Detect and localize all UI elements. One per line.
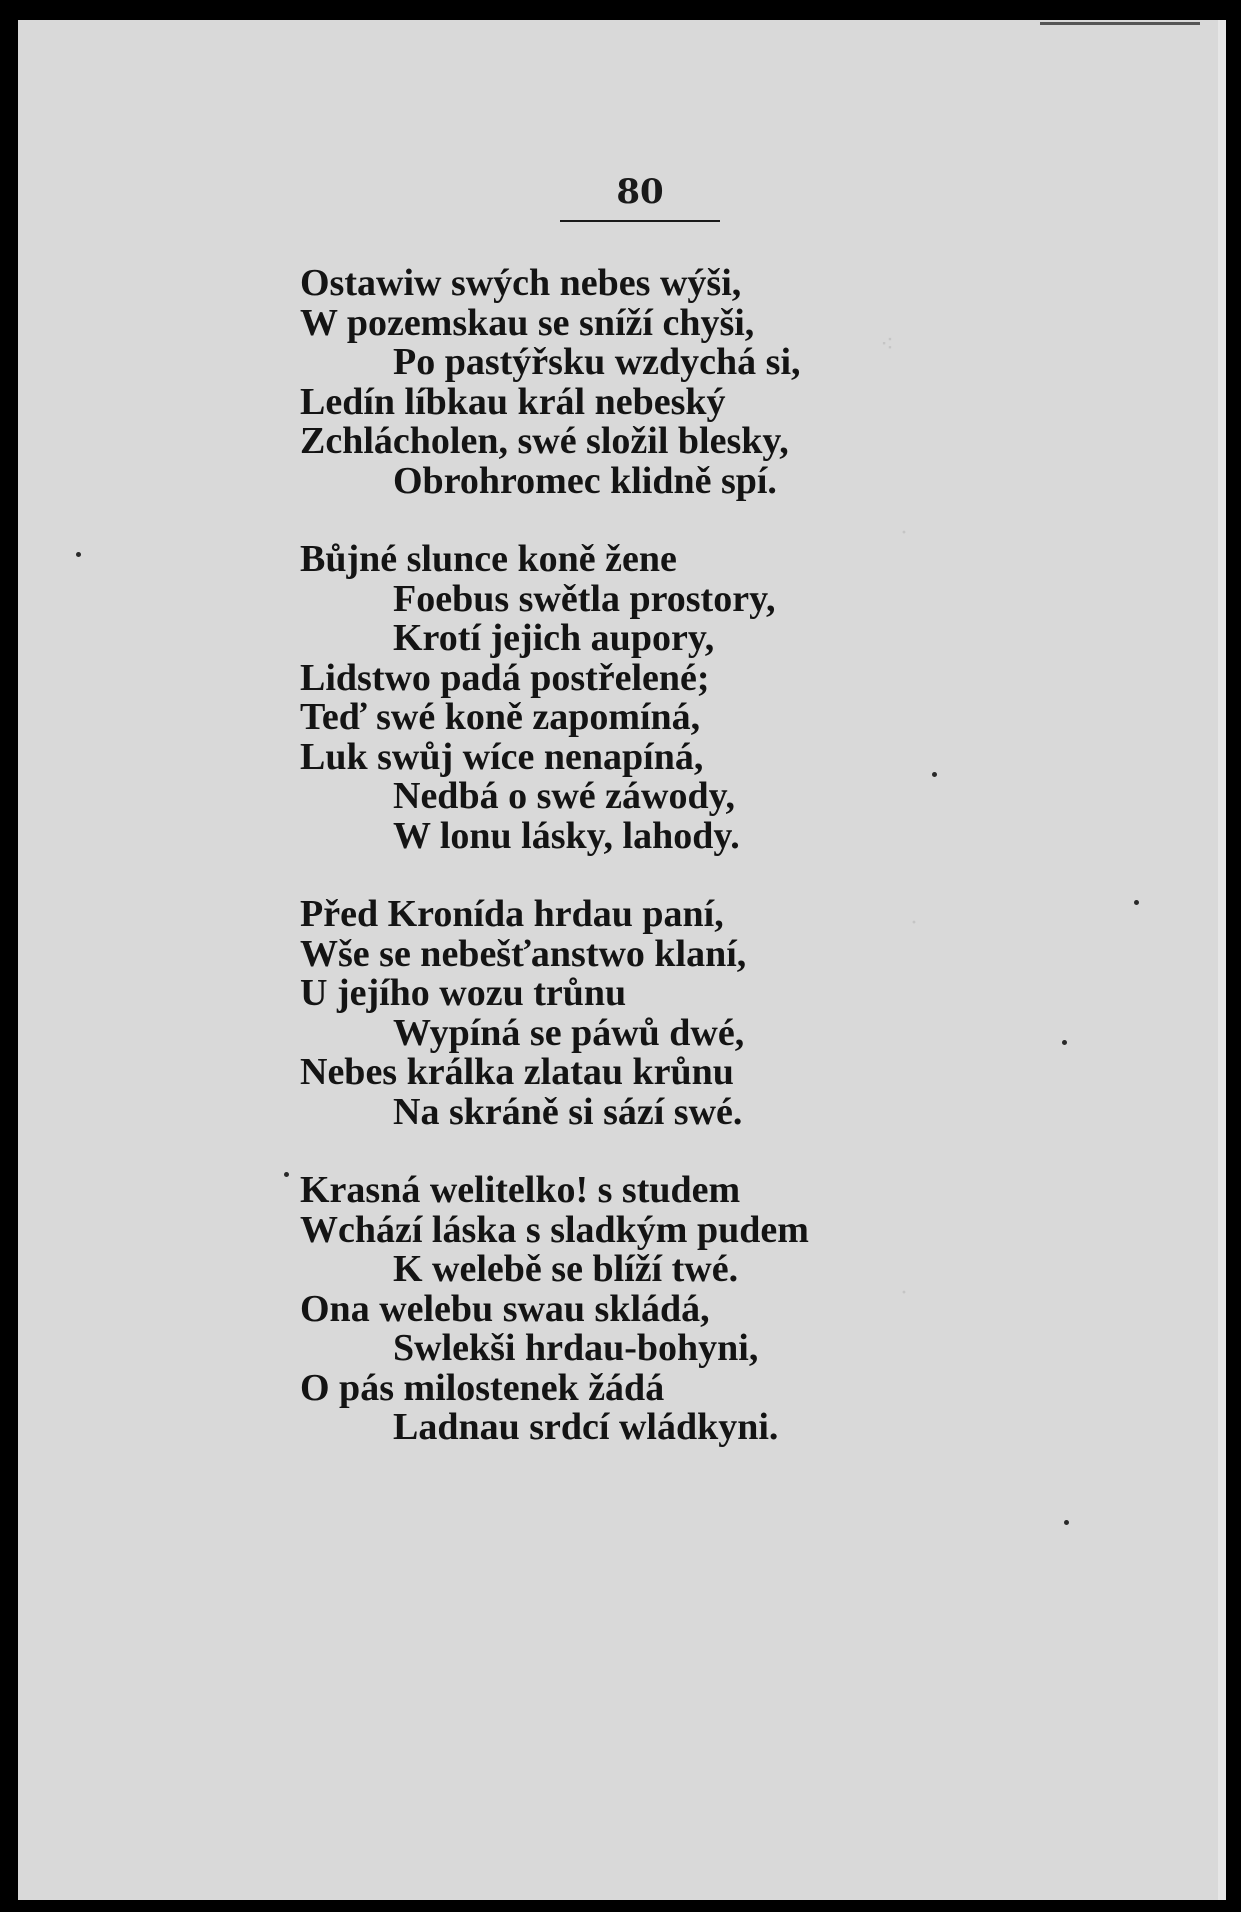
- poem-line: U jejího wozu trůnu: [300, 972, 627, 1014]
- stanza: [300, 264, 1020, 501]
- poem-line: Swlekši hrdau-bohyni,: [393, 1327, 759, 1369]
- poem-line: Zchlácholen, swé složil blesky,: [300, 420, 789, 462]
- poem-line: Krotí jejich aupory,: [393, 617, 715, 659]
- page-edge: [1218, 20, 1226, 1900]
- speck: [1064, 1520, 1069, 1525]
- poem-line: O pás milostenek žádá: [300, 1366, 665, 1409]
- stanza: [300, 895, 1020, 1132]
- poem-line: Ladnau srdcí wládkyni.: [393, 1406, 779, 1448]
- speck: [1062, 1040, 1067, 1045]
- poem-line: Obrohromec klidně spí.: [393, 459, 777, 502]
- page-number-rule: [560, 220, 720, 222]
- poem-line: Ledín líbkau král nebeský: [300, 380, 726, 423]
- stanza: [300, 1171, 1020, 1448]
- poem-line: W pozemskau se sníží chyši,: [300, 301, 755, 344]
- top-edge-rule: [1040, 22, 1200, 25]
- bleed-through-mark: ·: [900, 1280, 908, 1306]
- poem-line: W lonu lásky, lahody.: [393, 814, 740, 857]
- poem-line: Nebes králka zlatau krůnu: [300, 1051, 734, 1093]
- poem-line: K welebě se blíží twé.: [393, 1248, 739, 1290]
- poem-line: Nedbá o swé záwody,: [393, 775, 736, 817]
- poem-line: Wchází láska s sladkým pudem: [300, 1208, 809, 1251]
- poem-line: Ona welebu swau skládá,: [300, 1287, 710, 1330]
- poem-line: Ostawiw swých nebes wýši,: [300, 262, 742, 304]
- poem-line: Wypíná se páwů dwé,: [393, 1011, 745, 1054]
- poem: [300, 264, 1020, 1487]
- page-number: 80: [616, 172, 664, 212]
- speck: [1134, 900, 1139, 905]
- poem-line: Foebus swětla prostory,: [393, 577, 776, 620]
- poem-line: Luk swůj wíce nenapíná,: [300, 735, 704, 778]
- speck: [76, 552, 81, 557]
- poem-line: Po pastýřsku wzdychá si,: [393, 341, 801, 383]
- bleed-through-mark: ·: [910, 910, 918, 936]
- bleed-through-mark: ⁖: [880, 332, 895, 358]
- bleed-through-mark: ·: [900, 520, 908, 546]
- stanza: [300, 540, 1020, 856]
- poem-line: Lidstwo padá postřelené;: [300, 656, 710, 699]
- poem-line: Krasná welitelko! s studem: [300, 1169, 741, 1211]
- poem-line: Před Kronída hrdau paní,: [300, 893, 724, 935]
- poem-line: Teď swé koně zapomíná,: [300, 696, 701, 738]
- speck: [284, 1172, 289, 1177]
- poem-line: Bůjné slunce koně žene: [300, 538, 677, 580]
- poem-line: Wše se nebešťanstwo klaní,: [300, 932, 747, 975]
- poem-line: Na skráně si sází swé.: [393, 1090, 743, 1133]
